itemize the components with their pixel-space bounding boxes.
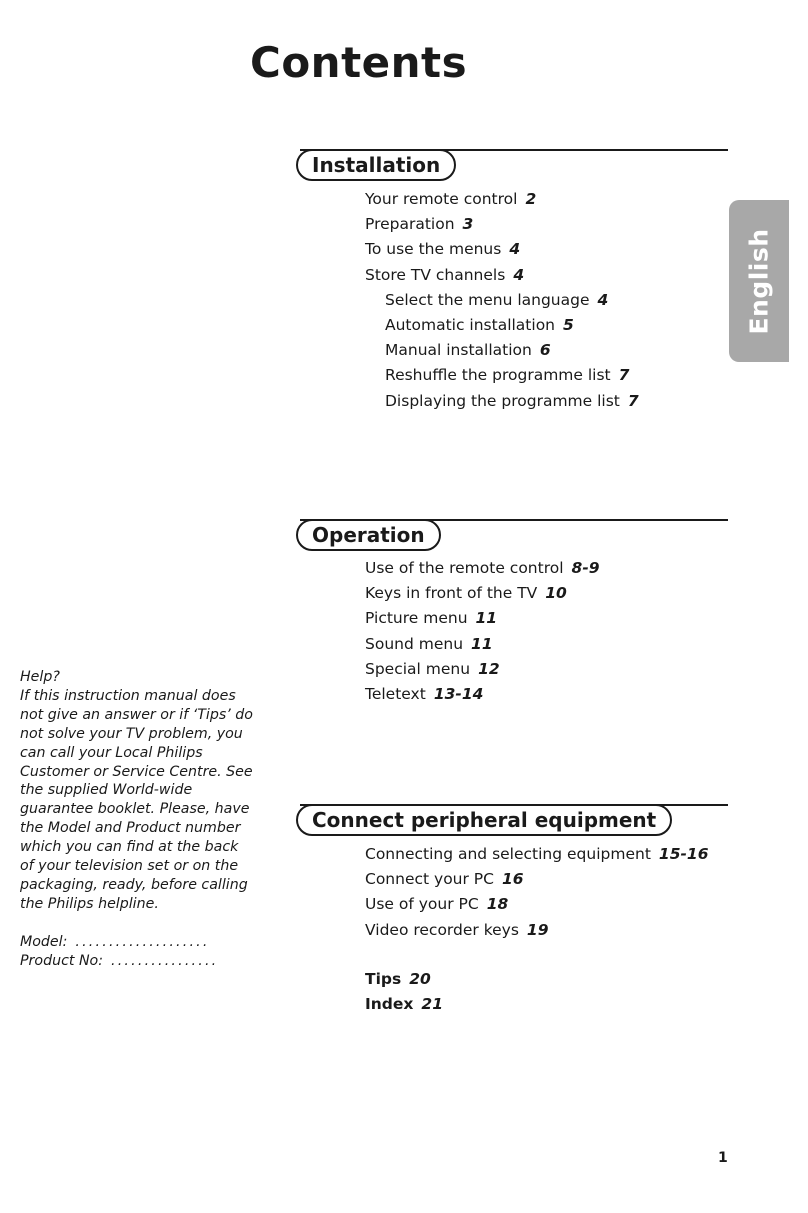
toc-entry-page: 7 [627,391,639,410]
toc-entry[interactable] [365,892,708,917]
toc-entry-label: Preparation [365,215,455,234]
toc-subentry[interactable] [365,363,639,388]
toc-entry[interactable] [365,657,600,682]
toc-entry-page: 4 [509,240,521,259]
product-number-value: ................ [111,952,219,969]
help-body: If this instruction manual does not give an answer or if ‘Tips’ do not solve your TV problem, you can call your Local Philips Customer or Service Centre. See the supplied World-wide guarantee booklet. Please, have the Model and Product number which you can find at the back of your television set or on the packaging, ready, before calling the Philips helpline. [20,687,253,912]
section-heading-label: Installation [312,153,441,177]
toc-entry[interactable] [365,606,600,631]
toc-entry-page: 21 [421,995,443,1014]
toc-entry-label: Video recorder keys [365,920,519,939]
toc-entry-page: 3 [462,215,474,234]
toc-entry-label: Manual installation [385,341,532,360]
toc-list-operation [365,556,600,707]
section-heading-label: Connect peripheral equipment [312,808,657,832]
toc-entry[interactable] [365,263,639,288]
toc-entry-label: Keys in front of the TV [365,584,538,603]
toc-entry-page: 11 [475,609,498,628]
toc-entry-index[interactable] [365,992,443,1017]
toc-entry[interactable] [365,867,708,892]
help-note [20,668,255,970]
page-number: 1 [718,1150,728,1166]
toc-subentry[interactable] [365,338,639,363]
toc-entry[interactable] [365,237,639,262]
toc-entry-label: Use of your PC [365,895,479,914]
toc-entry-label: Index [365,995,414,1014]
toc-entry-page: 8-9 [571,559,600,577]
toc-entry-page: 19 [526,920,549,939]
product-number-label: Product No: [20,952,104,969]
toc-entry-page: 2 [525,190,537,208]
toc-entry-label: Tips [365,970,402,988]
toc-entry-page: 16 [501,870,524,889]
section-heading-installation [296,149,456,181]
toc-entry-page: 15-16 [658,845,709,863]
page-title: Contents [250,38,468,87]
toc-entry[interactable] [365,842,708,867]
toc-entry[interactable] [365,632,600,657]
toc-entry-label: Connecting and selecting equipment [365,845,651,863]
toc-entry-label: Displaying the programme list [385,391,620,410]
toc-entry-page: 7 [618,366,630,385]
toc-entry-label: Reshuffle the programme list [385,366,611,385]
toc-entry-page: 6 [539,341,551,360]
toc-entry-page: 4 [597,290,609,309]
help-heading: Help? [20,669,60,685]
section-heading-connect-peripheral-equipment [296,804,672,836]
model-value: .................... [75,933,210,950]
model-field [20,933,255,952]
product-number-field [20,952,255,971]
toc-entry-label: Use of the remote control [365,559,564,577]
toc-entry-page: 11 [471,634,493,653]
toc-entry-page: 18 [486,895,509,914]
toc-entry[interactable] [365,682,600,707]
section-heading-operation [296,519,441,551]
toc-entry-page: 4 [513,265,525,284]
toc-entry-label: Select the menu language [385,290,590,309]
toc-entry-label: Store TV channels [365,265,506,284]
toc-entry-label: To use the menus [365,240,502,259]
toc-entry[interactable] [365,556,600,581]
toc-subentry[interactable] [365,389,639,414]
toc-subentry[interactable] [365,313,639,338]
toc-entry[interactable] [365,918,708,943]
toc-entry-label: Picture menu [365,609,468,628]
toc-entry[interactable] [365,212,639,237]
toc-entry-page: 12 [478,659,500,678]
toc-list-extra [365,967,443,1017]
toc-list-installation [365,187,639,414]
toc-entry-page: 5 [563,315,574,334]
language-tab [729,200,789,362]
toc-list-connect [365,842,708,943]
toc-entry-label: Connect your PC [365,870,494,889]
toc-entry-page: 20 [409,970,431,988]
section-heading-label: Operation [312,523,425,547]
language-tab-label: English [744,227,774,335]
toc-entry-page: 13-14 [433,684,484,703]
toc-entry-label: Teletext [365,684,426,703]
toc-subentry[interactable] [365,288,639,313]
toc-entry[interactable] [365,581,600,606]
toc-entry-page: 10 [545,584,567,603]
toc-entry-label: Your remote control [365,190,518,208]
toc-entry-label: Sound menu [365,634,464,653]
help-fields [20,933,255,971]
toc-entry[interactable] [365,187,639,212]
toc-entry-tips[interactable] [365,967,443,992]
toc-entry-label: Automatic installation [385,315,556,334]
toc-entry-label: Special menu [365,659,471,678]
model-label: Model: [20,933,68,950]
